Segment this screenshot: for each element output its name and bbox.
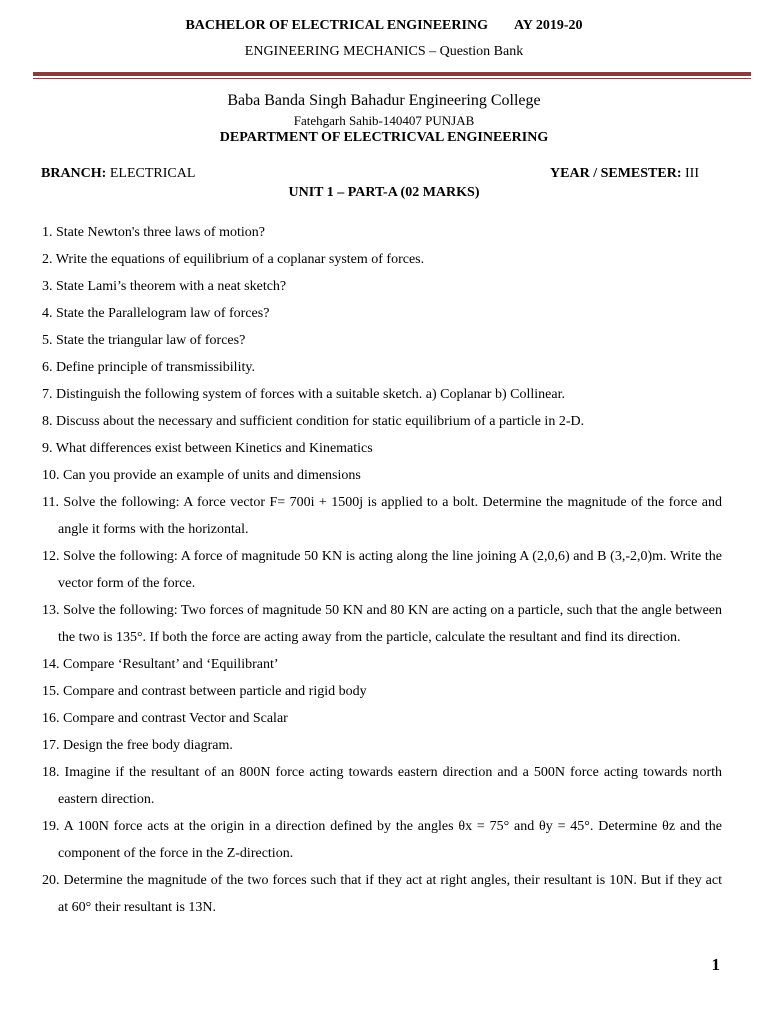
department-name: DEPARTMENT OF ELECTRICVAL ENGINEERING xyxy=(219,130,549,145)
question-text: Can you provide an example of units and dimensions xyxy=(63,468,361,483)
question-item xyxy=(42,462,722,489)
question-number: 4. xyxy=(42,306,53,321)
question-text: State Newton's three laws of motion? xyxy=(56,225,265,240)
question-item xyxy=(42,759,722,813)
question-number: 9. xyxy=(42,441,53,456)
question-text: Solve the following: A force of magnitude 50 KN is acting along the line joining A (2,0,6) and B (3,-2,0)m. Write the vector form of the force. xyxy=(58,549,723,591)
year-label: YEAR / SEMESTER: xyxy=(550,166,682,181)
question-item xyxy=(42,354,722,381)
question-number: 17. xyxy=(42,738,60,753)
question-text: Define principle of transmissibility. xyxy=(56,360,255,375)
question-item xyxy=(42,813,722,867)
question-text: Write the equations of equilibrium of a coplanar system of forces. xyxy=(55,252,425,267)
branch-value: ELECTRICAL xyxy=(109,166,196,181)
question-text: Solve the following: A force vector F= 700i + 1500j is applied to a bolt. Determine the magnitude of the force and angle it forms with the horizontal. xyxy=(58,495,723,537)
branch-label: BRANCH: xyxy=(41,166,107,181)
question-text: What differences exist between Kinetics and Kinematics xyxy=(55,441,373,456)
question-text: State the Parallelogram law of forces? xyxy=(56,306,270,321)
question-text: Compare and contrast between particle and rigid body xyxy=(63,684,367,699)
question-item xyxy=(42,651,722,678)
unit-title: UNIT 1 – PART-A (02 MARKS) xyxy=(288,185,480,200)
question-number: 19. xyxy=(42,819,60,834)
course-title: ENGINEERING MECHANICS – Question Bank xyxy=(244,44,524,59)
question-number: 12. xyxy=(42,549,60,564)
question-number: 15. xyxy=(42,684,60,699)
year-semester-field xyxy=(550,166,699,182)
question-number: 13. xyxy=(42,603,60,618)
question-number: 2. xyxy=(42,252,53,267)
question-number: 16. xyxy=(42,711,60,726)
question-item xyxy=(42,543,722,597)
question-number: 6. xyxy=(42,360,53,375)
question-text: Discuss about the necessary and sufficient condition for static equilibrium of a particle in 2-D. xyxy=(56,414,585,429)
header-divider-thick xyxy=(33,72,751,76)
question-item xyxy=(42,219,722,246)
question-item xyxy=(42,867,722,921)
question-text: Design the free body diagram. xyxy=(63,738,233,753)
question-number: 14. xyxy=(42,657,60,672)
question-item xyxy=(42,732,722,759)
question-text: A 100N force acts at the origin in a direction defined by the angles θx = 75° and θy = 45°. Determine θz and the component of the force in the Z-direction. xyxy=(58,819,723,861)
question-item xyxy=(42,246,722,273)
question-item xyxy=(42,489,722,543)
question-item xyxy=(42,678,722,705)
question-item xyxy=(42,408,722,435)
question-text: Solve the following: Two forces of magnitude 50 KN and 80 KN are acting on a particle, such that the angle between the two is 135°. If both the force are acting away from the particle, calculate the resultant and find its direction. xyxy=(58,603,723,645)
question-text: State the triangular law of forces? xyxy=(56,333,246,348)
year-value: III xyxy=(685,166,699,181)
question-item xyxy=(42,705,722,732)
question-item xyxy=(42,273,722,300)
question-item xyxy=(42,597,722,651)
question-number: 8. xyxy=(42,414,53,429)
question-item xyxy=(42,381,722,408)
question-item xyxy=(42,435,722,462)
academic-year: AY 2019-20 xyxy=(513,18,583,33)
question-number: 5. xyxy=(42,333,53,348)
question-text: Compare ‘Resultant’ and ‘Equilibrant’ xyxy=(63,657,279,672)
page-number: 1 xyxy=(711,955,720,974)
college-address: Fatehgarh Sahib-140407 PUNJAB xyxy=(293,113,475,128)
header-divider-thin xyxy=(33,78,751,79)
question-number: 10. xyxy=(42,468,60,483)
college-name: Baba Banda Singh Bahadur Engineering College xyxy=(227,92,541,109)
branch-field xyxy=(41,166,195,182)
question-text: Determine the magnitude of the two forces such that if they act at right angles, their resultant is 10N. But if they act at 60° their resultant is 13N. xyxy=(58,873,723,915)
question-number: 7. xyxy=(42,387,53,402)
question-number: 1. xyxy=(42,225,53,240)
program-title: BACHELOR OF ELECTRICAL ENGINEERING xyxy=(185,18,488,33)
question-number: 3. xyxy=(42,279,53,294)
header-title-line xyxy=(0,18,768,34)
question-text: Distinguish the following system of forces with a suitable sketch. a) Coplanar b) Collinear. xyxy=(56,387,565,402)
question-number: 20. xyxy=(42,873,60,888)
question-item xyxy=(42,327,722,354)
question-number: 11. xyxy=(42,495,59,510)
question-text: Compare and contrast Vector and Scalar xyxy=(63,711,288,726)
question-text: State Lami’s theorem with a neat sketch? xyxy=(56,279,287,294)
question-number: 18. xyxy=(42,765,60,780)
question-list xyxy=(42,219,722,921)
question-item xyxy=(42,300,722,327)
question-text: Imagine if the resultant of an 800N force acting towards eastern direction and a 500N force acting towards north eastern direction. xyxy=(58,765,723,807)
